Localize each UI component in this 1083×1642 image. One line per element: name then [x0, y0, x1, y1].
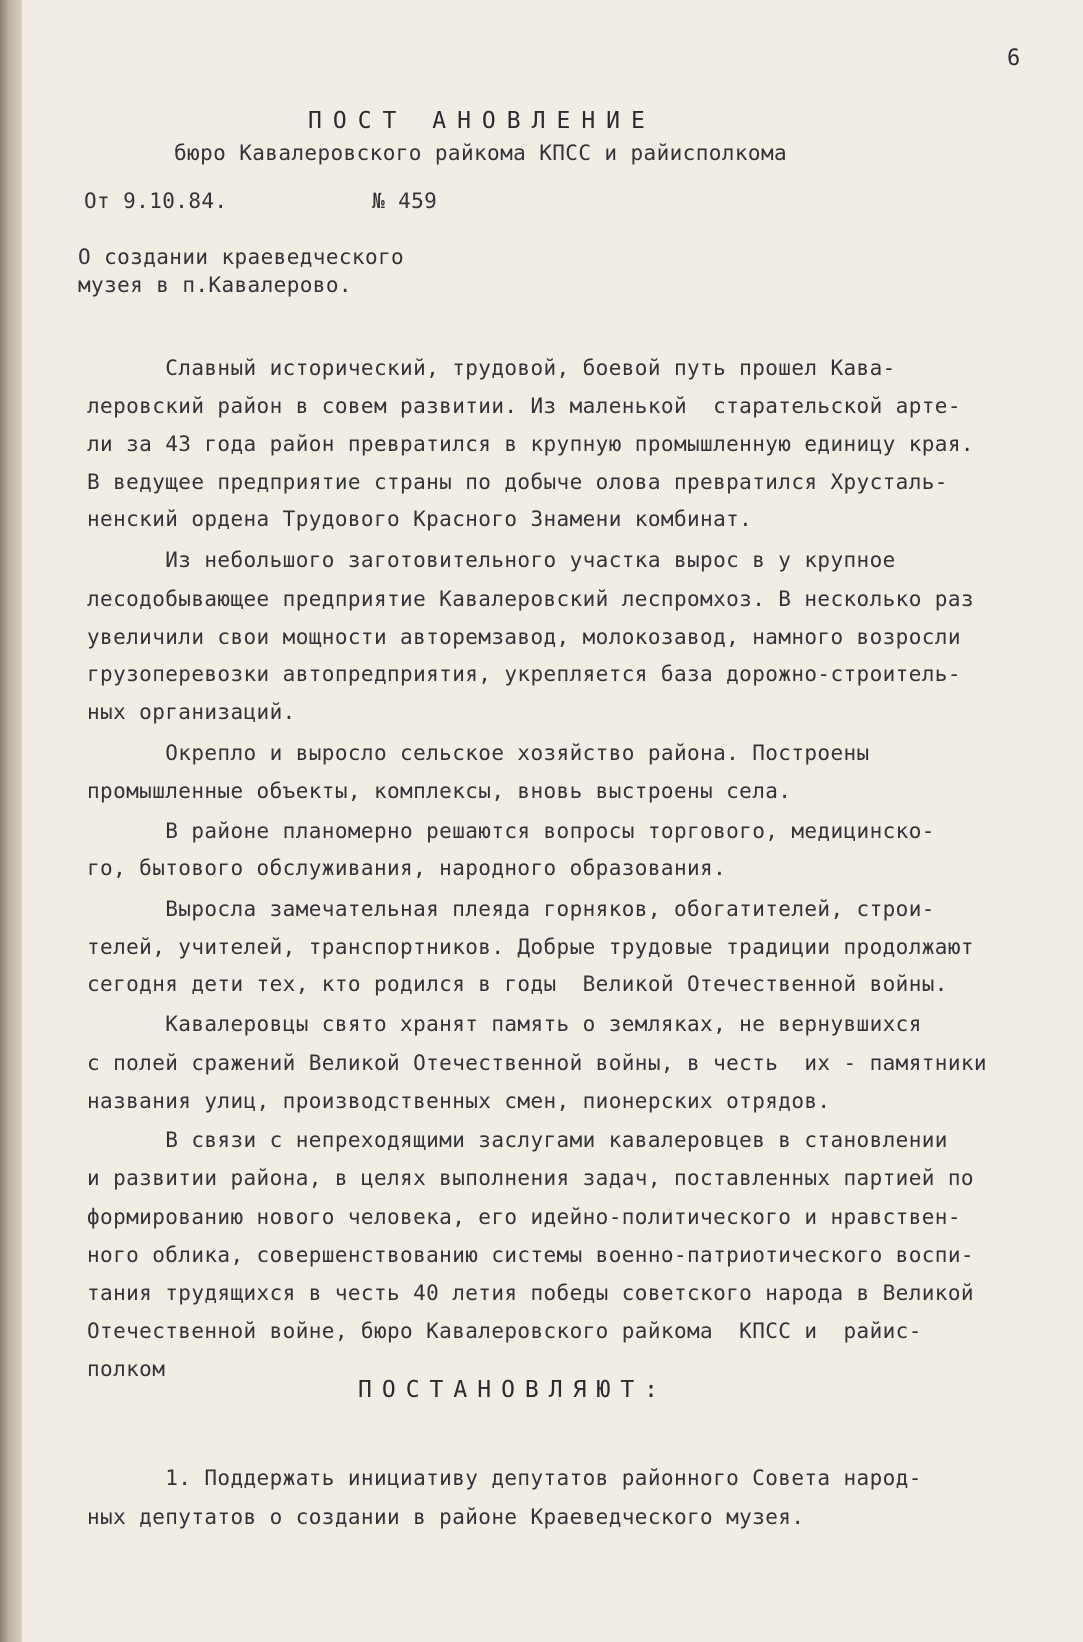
document-title: ПОСТ АНОВЛЕНИЕ	[308, 108, 656, 134]
body-line: леровский район в совем развитии. Из маленькой старательской арте-	[87, 394, 961, 418]
body-line: телей, учителей, транспортников. Добрые трудовые традиции продолжают	[87, 935, 974, 959]
body-line: В ведущее предприятие страны по добыче олова превратился Хрусталь-	[87, 470, 948, 494]
body-line: грузоперевозки автопредприятия, укрепляется база дорожно-строитель-	[87, 662, 961, 686]
page-number: 6	[1007, 46, 1021, 71]
decree-item: ных депутатов о создании в районе Краеведческого музея.	[87, 1505, 805, 1529]
body-line: Кавалеровцы свято хранят память о земляках, не вернувшихся	[87, 1012, 922, 1036]
document-date: От 9.10.84.	[84, 189, 228, 213]
body-line: Выросла замечательная плеяда горняков, обогатителей, строи-	[87, 897, 935, 921]
body-line: лесодобывающее предприятие Кавалеровский леспромхоз. В несколько раз	[87, 587, 974, 611]
body-line: го, бытового обслуживания, народного образования.	[87, 856, 727, 880]
body-line: ного облика, совершенствованию системы военно-патриотического воспи-	[87, 1243, 974, 1267]
binding-edge	[0, 0, 22, 1642]
document-number: № 459	[372, 189, 438, 213]
body-line: ли за 43 года район превратился в крупную промышленную единицу края.	[87, 432, 974, 456]
document-page	[22, 0, 1083, 1642]
body-line: Отечественной войне, бюро Кавалеровского райкома КПСС и райис-	[87, 1319, 922, 1343]
body-line: и развитии района, в целях выполнения задач, поставленных партией по	[87, 1166, 974, 1190]
body-line: формированию нового человека, его идейно-политического и нравствен-	[87, 1205, 961, 1229]
body-line: названия улиц, производственных смен, пионерских отрядов.	[87, 1089, 831, 1113]
body-line: В районе планомерно решаются вопросы торгового, медицинско-	[87, 819, 935, 843]
body-line: промышленные объекты, комплексы, вновь выстроены села.	[87, 779, 792, 803]
decree-item: 1. Поддержать инициативу депутатов районного Совета народ-	[87, 1466, 922, 1490]
body-line: Славный исторический, трудовой, боевой путь прошел Кава-	[87, 356, 896, 380]
body-line: с полей сражений Великой Отечественной войны, в честь их - памятники	[87, 1051, 987, 1075]
body-line: В связи с непреходящими заслугами кавалеровцев в становлении	[87, 1128, 948, 1152]
body-line: увеличили свои мощности авторемзавод, молокозавод, намного возросли	[87, 625, 961, 649]
decree-heading: ПОСТАНОВЛЯЮТ:	[358, 1377, 669, 1403]
subject-line: музея в п.Кавалерово.	[78, 273, 352, 297]
body-line: сегодня дети тех, кто родился в годы Великой Отечественной войны.	[87, 972, 948, 996]
issuing-body: бюро Кавалеровского райкома КПСС и райисполкома	[174, 141, 788, 165]
body-line: полком	[87, 1357, 166, 1381]
subject-line: О создании краеведческого	[78, 245, 405, 269]
body-line: Окрепло и выросло сельское хозяйство района. Построены	[87, 741, 870, 765]
body-line: ных организаций.	[87, 700, 296, 724]
body-line: тания трудящихся в честь 40 летия победы советского народа в Великой	[87, 1281, 974, 1305]
body-line: ненский ордена Трудового Красного Знамени комбинат.	[87, 507, 753, 531]
body-line: Из небольшого заготовительного участка вырос в у крупное	[87, 548, 896, 572]
